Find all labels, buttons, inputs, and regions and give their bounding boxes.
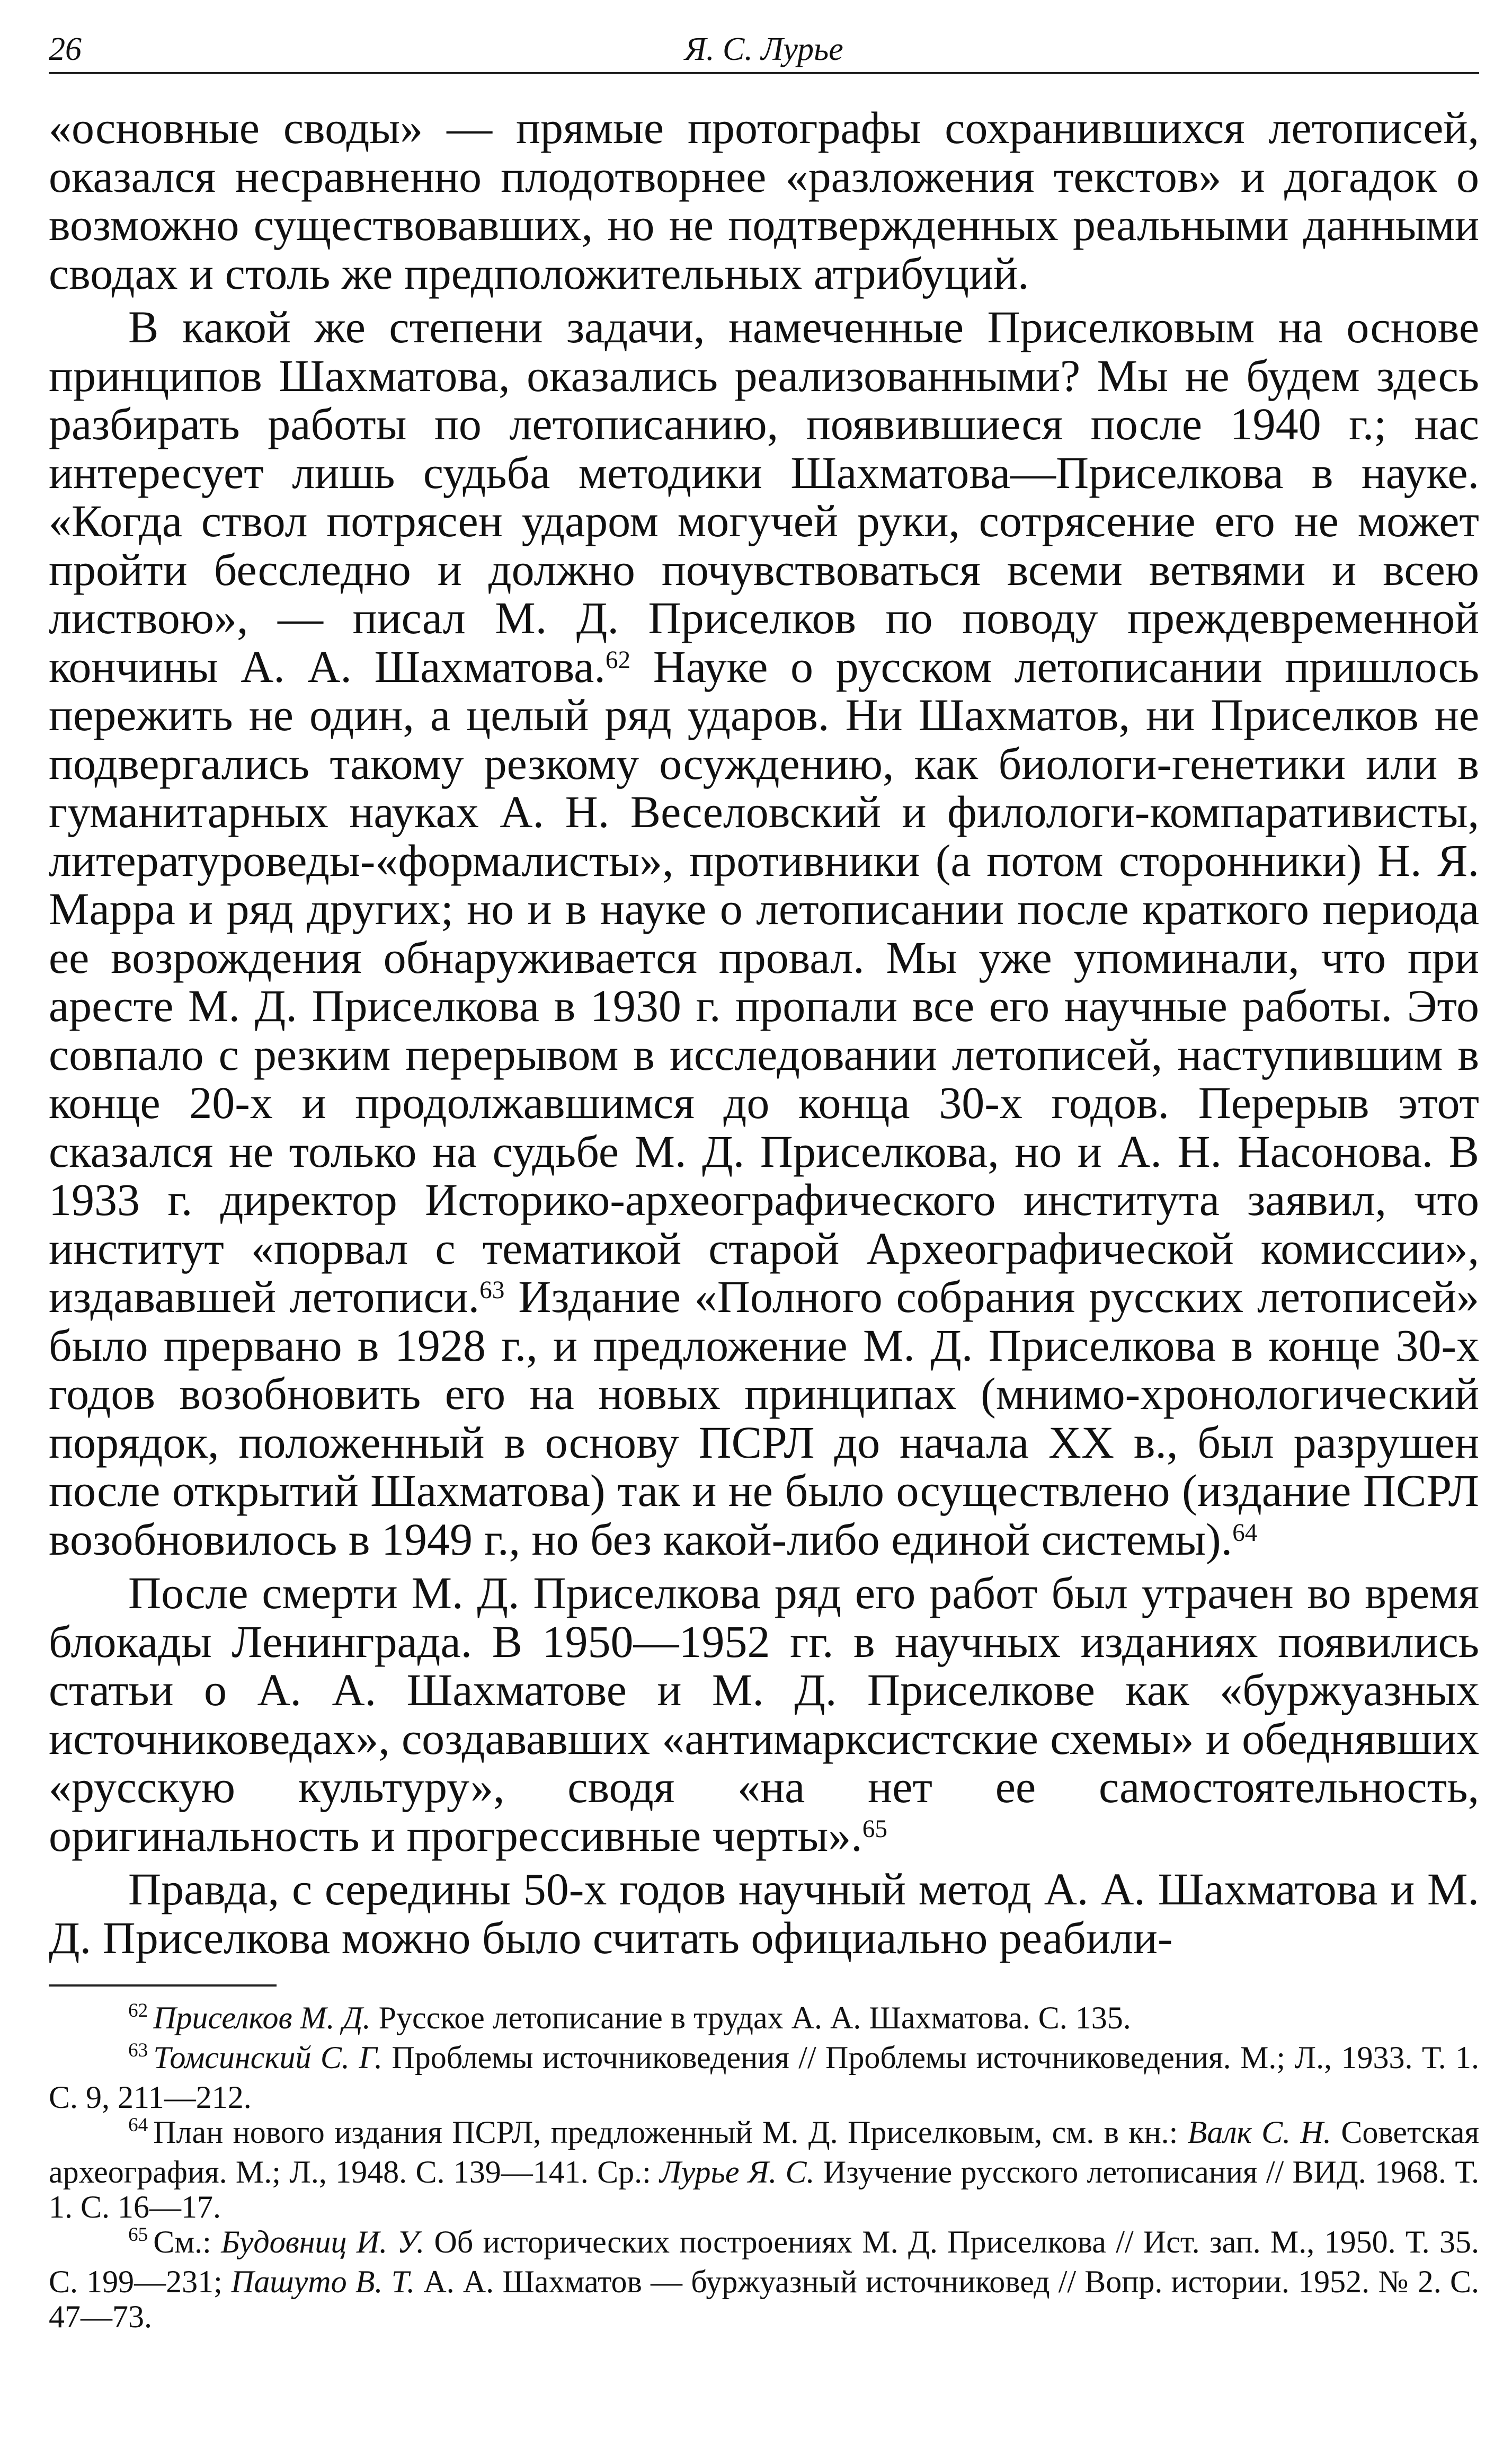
text-run: Издание «Полного собрания русских летописей» было прервано в 1928 г., и предложение М. Д. Приселкова в конце 30-х годов возобновить его на новых принципах (мнимо-хронологический порядок, положенный в основу ПСРЛ до начала XX в., был разрушен после открытий Шахматова) так и не было осуществлено (издание ПСРЛ возобновилось в 1949 г., но без какой-либо единой системы). [49, 1271, 1479, 1565]
text-run: После смерти М. Д. Приселкова ряд его работ был утрачен во время блокады Ленинграда. В 1950—1952 гг. в научных изданиях появились статьи о А. А. Шахматове и М. Д. Приселкове как «буржуазных источниковедах», создававших «антимарксистские схемы» и обеднявших «русскую культуру», сводя «на нет ее самостоятельность, оригинальность и прогрессивные черты». [49, 1567, 1479, 1861]
book-page [49, 21, 1479, 2437]
text-run: Проблемы источниковедения // Проблемы источниковедения. М.; Л., 1933. Т. 1. С. 9, 211—212. [49, 2040, 1479, 2115]
text-run: «основные своды» — прямые протографы сохранившихся летописей, оказался несравненно плодотворнее «разложения текстов» и догадок о возможно существовавших, но не подтвержденных реальными данными сводах и столь же предположительных атрибуций. [49, 102, 1479, 299]
footnote-ref: 63 [479, 1276, 505, 1304]
body-text [49, 104, 1479, 1962]
footnote-ref: 64 [1232, 1519, 1258, 1547]
text-run: См.: [153, 2224, 221, 2259]
footnote-ref: 62 [605, 646, 631, 674]
footnote [49, 2115, 1479, 2224]
footnote-number: 63 [128, 2039, 148, 2061]
footnote-ref: 65 [862, 1815, 888, 1843]
footnote-number: 62 [128, 1999, 148, 2022]
author-name: Пашуто В. Т. [231, 2264, 415, 2299]
paragraph [49, 1569, 1479, 1860]
paragraph [49, 104, 1479, 298]
author-name: Будовниц И. У. [221, 2224, 425, 2259]
text-run: Русское летописание в трудах А. А. Шахматова. С. 135. [370, 2000, 1131, 2035]
paragraph [49, 303, 1479, 1564]
paragraph [49, 1865, 1479, 1962]
page-header [49, 21, 1479, 74]
footnote-divider [49, 1984, 277, 1987]
footnote-number: 65 [128, 2223, 148, 2246]
footnote [49, 2040, 1479, 2115]
text-run: Изучение русского летописания // ВИД. 1968. Т. 1. С. 16—17. [49, 2155, 1479, 2224]
text-run: Об исторических построениях М. Д. Приселкова // Ист. зап. М., 1950. Т. 35. С. 199—231; [49, 2224, 1479, 2299]
footnote-number: 64 [128, 2114, 148, 2136]
footnote [49, 2000, 1479, 2040]
author-name: Валк С. Н. [1187, 2115, 1331, 2150]
page-number: 26 [49, 31, 82, 67]
text-run: В какой же степени задачи, намеченные Приселковым на основе принципов Шахматова, оказались реализованными? Мы не будем здесь разбирать работы по летописанию, появившиеся после 1940 г.; нас интересует лишь судьба методики Шахматова—Приселкова в науке. «Когда ствол потрясен ударом могучей руки, сотрясение его не может пройти бесследно и должно почувствоваться всеми ветвями и всею листвою», — писал М. Д. Приселков по поводу преждевременной кончины А. А. Шахматова. [49, 302, 1479, 692]
text-run: План нового издания ПСРЛ, предложенный М. Д. Приселковым, см. в кн.: [153, 2115, 1188, 2150]
author-name: Приселков М. Д. [153, 2000, 371, 2035]
text-run: Правда, с середины 50-х годов научный метод А. А. Шахматова и М. Д. Приселкова можно было считать официально реабили- [49, 1864, 1479, 1963]
footnotes [49, 2000, 1479, 2334]
author-name: Томсинский С. Г. [153, 2040, 383, 2075]
author-name: Лурье Я. С. [660, 2155, 815, 2189]
text-run: Науке о русском летописании пришлось пережить не один, а целый ряд ударов. Ни Шахматов, ни Приселков не подвергались такому резкому осуждению, как биологи-генетики или в гуманитарных науках А. Н. Веселовский и филологи-компаративисты, литературоведы-«формалисты», противники (а потом сторонники) Н. Я. Марра и ряд других; но и в науке о летописании после краткого периода ее возрождения обнаруживается провал. Мы уже упоминали, что при аресте М. Д. Приселкова в 1930 г. пропали все его научные работы. Это совпало с резким перерывом в исследовании летописей, наступившим в конце 20-х и продолжавшимся до конца 30-х годов. Перерыв этот сказался не только на судьбе М. Д. Приселкова, но и А. Н. Насонова. В 1933 г. директор Историко-археографического института заявил, что институт «порвал с тематикой старой Археографической комиссии», издававшей летописи. [49, 641, 1479, 1322]
footnote [49, 2224, 1479, 2334]
text-run: А. А. Шахматов — буржуазный источниковед // Вопр. истории. 1952. № 2. С. 47—73. [49, 2264, 1479, 2334]
running-head: Я. С. Лурье [684, 31, 843, 67]
text-run: Советская археография. М.; Л., 1948. С. 139—141. Ср.: [49, 2115, 1480, 2189]
